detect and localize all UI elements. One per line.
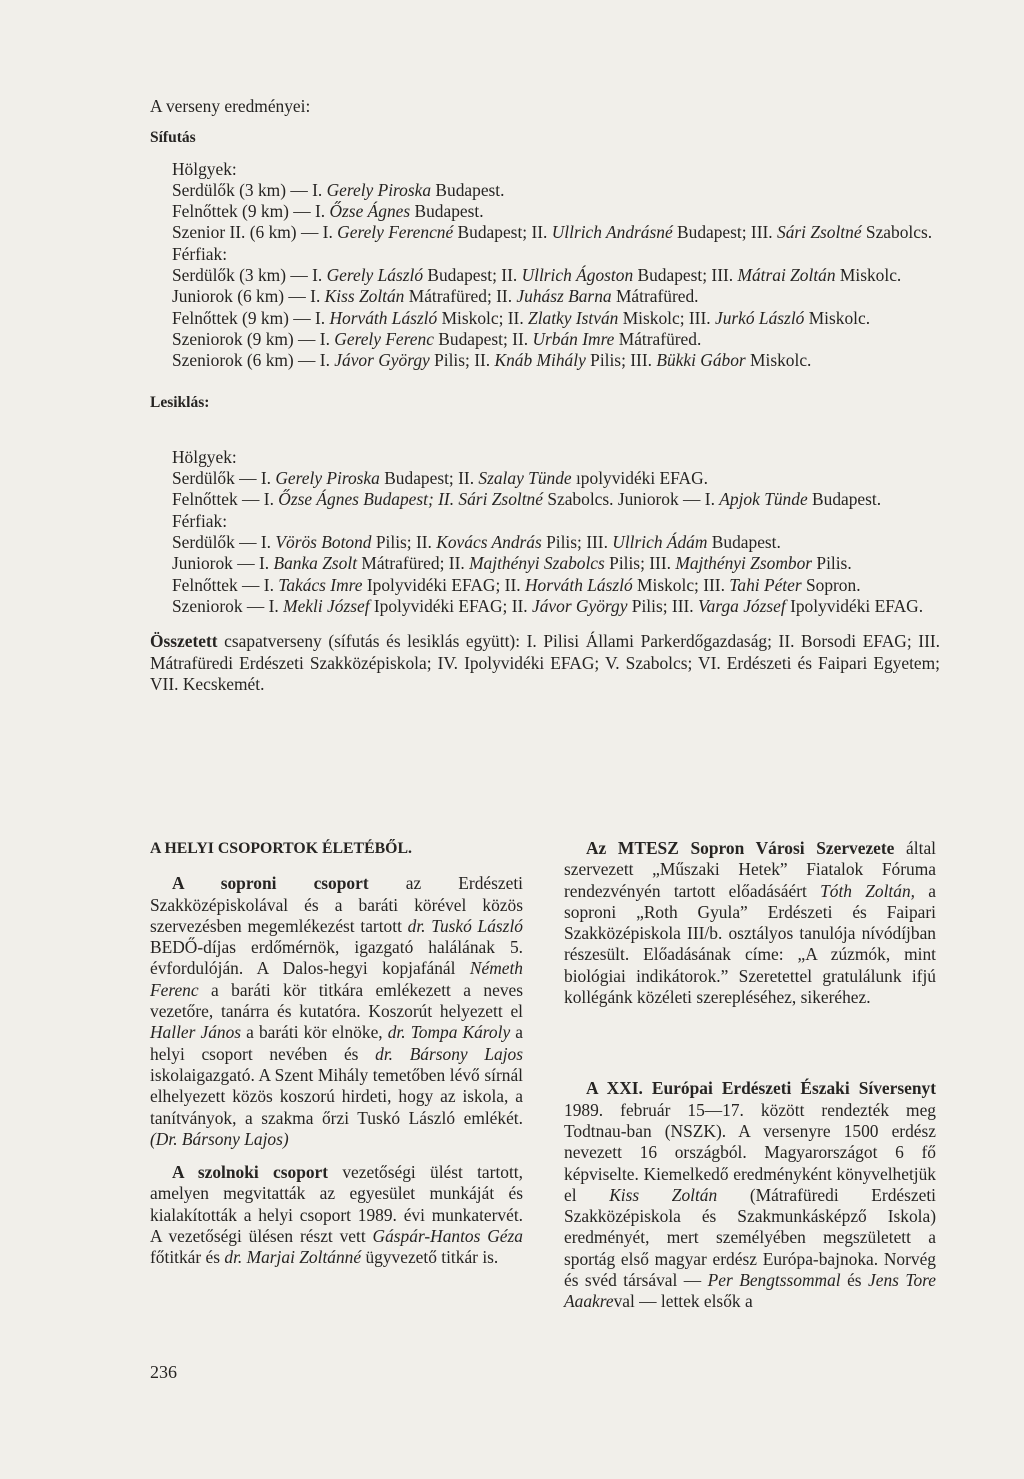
page-number: 236 xyxy=(150,1362,177,1382)
result-line: Szeniorok (9 km) — I. Gerely Ferenc Budapest; II. Urbán Imre Mátrafüred. xyxy=(172,328,702,349)
result-line: Felnőttek (9 km) — I. Horváth László Miskolc; II. Zlatky István Miskolc; III. Jurkó László Miskolc. xyxy=(172,307,871,328)
result-line: Serdülők (3 km) — I. Gerely László Budapest; II. Ullrich Ágoston Budapest; III. Mátrai Zoltán Miskolc. xyxy=(172,265,902,286)
result-line: Szeniorok — I. Mekli József Ipolyvidéki EFAG; II. Jávor György Pilis; III. Varga József Ipolyvidéki EFAG. xyxy=(172,595,924,616)
label-holgyek: Hölgyek: xyxy=(172,158,237,179)
result-line: Szeniorok (6 km) — I. Jávor György Pilis; II. Knáb Mihály Pilis; III. Bükki Gábor Miskolc. xyxy=(172,350,812,371)
result-line: Felnőttek (9 km) — I. Őzse Ágnes Budapest. xyxy=(172,201,484,222)
race-results xyxy=(150,96,940,695)
heading-sifutas: Sífutás xyxy=(150,129,196,147)
team-results: Összetett csapatverseny (sífutás és lesiklás együtt): I. Pilisi Állami Parkerdőgazdaság; II. Borsodi EFAG; III. Mátrafüredi Erdészeti Szakközépiskola; IV. Ipolyvidéki EFAG; V. Szabolcs; VI. Erdészeti és Faipari Egyetem; VII. Kecskemét. xyxy=(150,631,940,694)
left-column xyxy=(150,838,523,1269)
result-line: Felnőttek — I. Takács Imre Ipolyvidéki EFAG; II. Horváth László Miskolc; III. Tahi Péter Sopron. xyxy=(172,574,861,595)
result-line: Szenior II. (6 km) — I. Gerely Ferencné Budapest; II. Ullrich Andrásné Budapest; III. Sári Zsoltné Szabolcs. xyxy=(172,222,933,243)
article-mtesz: Az MTESZ Sopron Városi Szervezete által szervezett „Műszaki Hetek” Fiatalok Fóruma rendezvényén tartott előadásáért Tóth Zoltán, a soproni „Roth Gyula” Erdészeti és Faipari Szakközépiskola III/b. osztályos tanulója nívódíjban részesült. Előadásának címe: „A zúzmók, mint biológiai indikátorok.” Szeretettel gratulálunk ifjú kollégánk közéleti szerepléséhez, sikeréhez. xyxy=(564,838,936,1008)
heading-lesiklas: Lesiklás: xyxy=(150,393,210,411)
label-ferfiak: Férfiak: xyxy=(172,243,228,264)
result-line: Juniorok (6 km) — I. Kiss Zoltán Mátrafüred; II. Juhász Barna Mátrafüred. xyxy=(172,286,699,307)
article-ski-race: A XXI. Európai Erdészeti Északi Síversenyt 1989. február 15—17. között rendezték meg Todtnau-ban (NSZK). A versenyre 1500 erdész nevezett 16 országból. Magyarországot 6 fő képviselte. Kiemelkedő eredményként könyvelhetjük el Kiss Zoltán (Mátrafüredi Erdészeti Szakközépiskola és Szakmunkásképző Iskola) eredményét, mert személyében megszületett a sportág első magyar erdész Európa-bajnoka. Norvég és svéd társával — Per Bengtssommal és Jens Tore Aaakreval — lettek elsők a xyxy=(564,1078,936,1312)
results-intro: A verseny eredményei: xyxy=(150,96,311,116)
right-column xyxy=(564,838,936,1313)
article-sopron: A soproni csoport az Erdészeti Szakközépiskolával és a baráti körével közös szervezésben megemlékezést tartott dr. Tuskó László BEDŐ-díjas erdőmérnök, igazgató halálának 5. évfordulóján. A Dalos-hegyi kopjafánál Németh Ferenc a baráti kör titkára emlékezett a neves vezetőre, tanárra és kutatóra. Koszorút helyezett el Haller János a baráti kör elnöke, dr. Tompa Károly a helyi csoport nevében és dr. Bársony Lajos iskolaigazgató. A Szent Mihály temetőben lévő sírnál elhelyezett közös koszorú hirdeti, hogy az iskola, a tanítványok, a szakma őrzi Tuskó László emlékét. (Dr. Bársony Lajos) xyxy=(150,873,523,1149)
article-szolnok: A szolnoki csoport vezetőségi ülést tartott, amelyen megvitatták az egyesület munkáját és kialakították a helyi csoport 1989. évi munkatervét. A vezetőségi ülésen részt vett Gáspár-Hantos Géza főtitkár és dr. Marjai Zoltánné ügyvezető titkár is. xyxy=(150,1162,523,1268)
result-line: Serdülők — I. Vörös Botond Pilis; II. Kovács András Pilis; III. Ullrich Ádám Budapest. xyxy=(172,532,781,553)
section-title: A HELYI CSOPORTOK ÉLETÉBŐL. xyxy=(150,840,412,857)
result-line: Juniorok — I. Banka Zsolt Mátrafüred; II. Majthényi Szabolcs Pilis; III. Majthényi Zsombor Pilis. xyxy=(172,553,852,574)
result-line: Serdülők — I. Gerely Piroska Budapest; II. Szalay Tünde ıpolyvidéki EFAG. xyxy=(172,468,709,489)
result-line: Serdülők (3 km) — I. Gerely Piroska Budapest. xyxy=(172,179,505,200)
label-holgyek: Hölgyek: xyxy=(172,446,237,467)
label-ferfiak: Férfiak: xyxy=(172,510,228,531)
result-line: Felnőttek — I. Őzse Ágnes Budapest; II. Sári Zsoltné Szabolcs. Juniorok — I. Apjok Tünde Budapest. xyxy=(172,489,882,510)
